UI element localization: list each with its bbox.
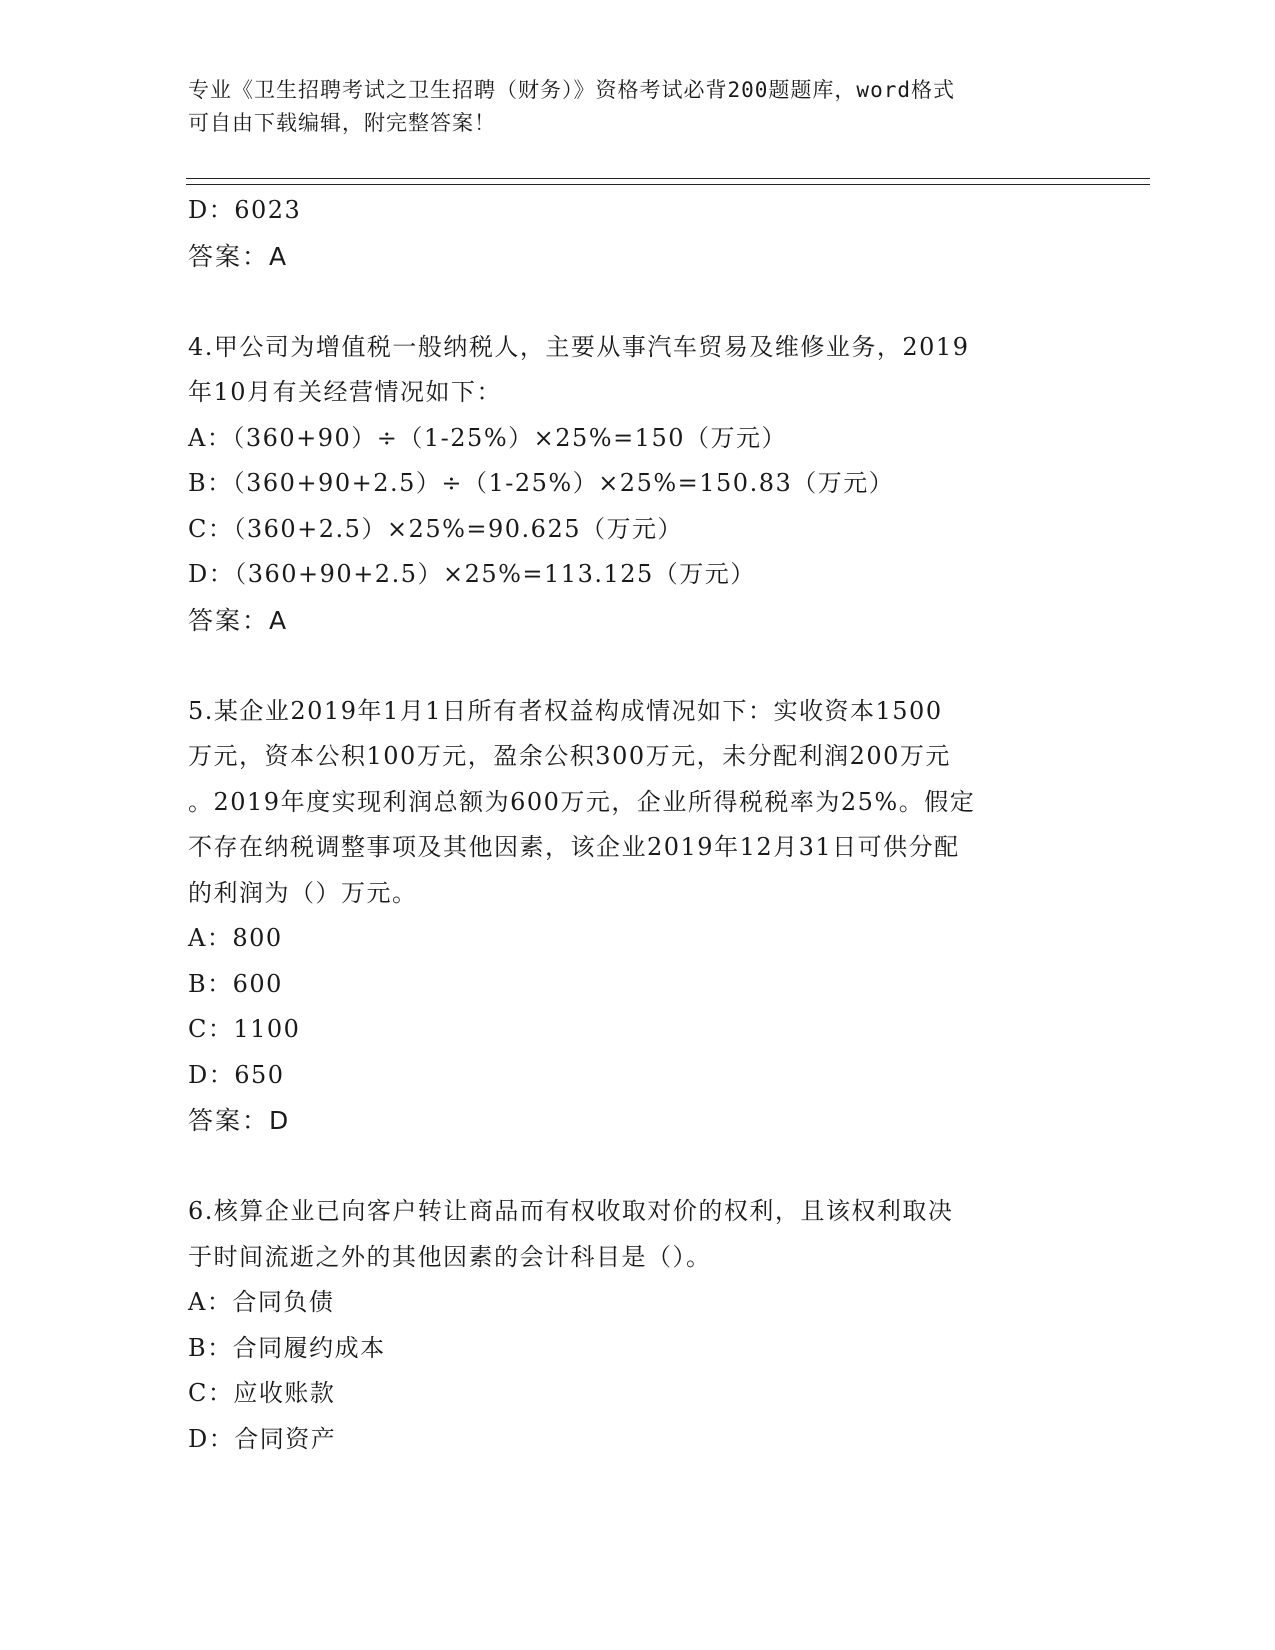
option-c: C：应收账款 [188,1379,336,1407]
option-b: B：600 [188,969,283,998]
option-b: B：合同履约成本 [188,1333,386,1362]
question-stem: 不存在纳税调整事项及其他因素，该企业2019年12月31日可供分配 [188,833,960,861]
option-c: C：1100 [188,1015,301,1043]
option-d: D：合同资产 [188,1424,337,1453]
header-title-line2: 可自由下载编辑，附完整答案！ [188,111,496,135]
answer-label: 答案：D [188,1106,291,1135]
header-title-line1: 专业《卫生招聘考试之卫生招聘（财务）》资格考试必背200题题库，word格式 [188,78,955,102]
question-6 [188,1189,1088,1462]
option-d: D：650 [188,1060,285,1089]
option-b: B：（360+90+2.5）÷（1-25%）×25%=150.83（万元） [188,469,895,497]
question-stem: 5.某企业2019年1月1日所有者权益构成情况如下：实收资本1500 [188,696,943,725]
question-4 [188,325,1088,644]
option-a: A：（360+90）÷（1-25%）×25%=150（万元） [188,423,787,452]
question-5 [188,689,1088,1144]
question-stem: 6.核算企业已向客户转让商品而有权收取对价的权利，且该权利取决 [188,1197,954,1225]
document-header [188,74,1088,140]
option-d: D：（360+90+2.5）×25%=113.125（万元） [188,560,756,588]
question-spacer [188,643,1088,689]
question-list [188,188,1088,1462]
question-spacer [188,279,1088,325]
question-stem: 年10月有关经营情况如下： [188,378,503,406]
question-stem: 的利润为（）万元。 [188,878,418,907]
answer-label: 答案：A [188,241,289,271]
answer-label: 答案：A [188,605,289,635]
question-stem: 4.甲公司为增值税一般纳税人，主要从事汽车贸易及维修业务，2019 [188,332,970,361]
header-divider [186,178,1150,185]
question-stem: 万元，资本公积100万元，盈余公积300万元，未分配利润200万元 [188,742,951,770]
question-stem: 于时间流逝之外的其他因素的会计科目是（）。 [188,1242,712,1271]
question-spacer [188,1144,1088,1190]
question-3-tail [188,188,1088,279]
question-stem: 。2019年度实现利润总额为600万元，企业所得税税率为25%。假定 [188,787,976,816]
option-a: A：800 [188,924,283,952]
option-d: D：6023 [188,196,302,224]
option-c: C：（360+2.5）×25%=90.625（万元） [188,514,683,543]
option-a: A：合同负债 [188,1288,335,1316]
